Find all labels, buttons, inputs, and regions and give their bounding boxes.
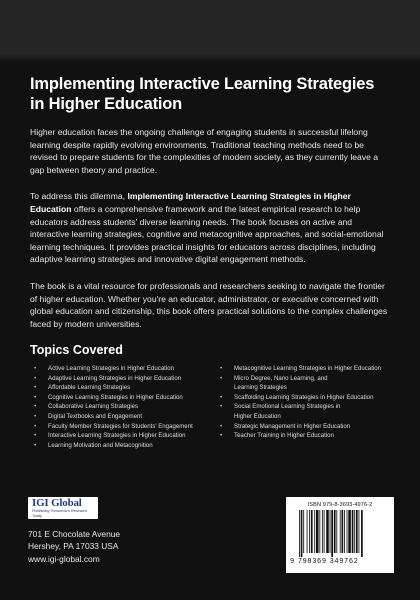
barcode-bar — [307, 510, 308, 553]
barcode-bar — [299, 510, 300, 557]
topic-item: • Active Learning Strategies in Higher Education — [34, 364, 220, 374]
top-band — [0, 0, 420, 62]
barcode-bar — [347, 510, 348, 553]
description-paragraph-1: Higher education faces the ongoing challenge of engaging students in successful lifelong learning despite rapidly evolving environments. Traditional teaching methods need to be revised to prepare students for the complexities of modern society, as they currently leave a gap between theory and practice. — [30, 127, 379, 175]
logo-name: IGI Global — [32, 496, 82, 509]
topic-item: • Learning Motivation and Metacognition — [34, 441, 220, 451]
barcode-bar — [316, 510, 319, 553]
publisher-address — [28, 528, 120, 565]
topic-item: • Affordable Learning Strategies — [34, 383, 220, 393]
barcode-bar — [330, 510, 331, 553]
barcode-bar — [314, 510, 315, 553]
back-cover-content — [30, 74, 392, 330]
barcode-image — [298, 510, 388, 557]
barcode-bar — [344, 510, 345, 553]
isbn-label: ISBN 979-8-3693-4976-2 — [307, 502, 373, 508]
topic-item: • Teacher Training in Higher Education — [220, 431, 396, 441]
barcode-bar — [356, 510, 358, 553]
barcode-bar — [324, 510, 325, 553]
book-title: Implementing Interactive Learning Strategies in Higher Education — [30, 75, 375, 113]
description-paragraph-2 — [30, 190, 392, 266]
topic-item: • Faculty Member Strategies for Students' Engagement — [34, 422, 220, 432]
description-paragraph-3: The book is a vital resource for professionals and researchers seeking to navigate the frontier of higher education. Whether you're an educator, administrator, or executive concerned with global education and citizenship, this book offers practical solutions to the complex challenges faced by modern universities. — [30, 280, 388, 329]
topic-item: • Social Emotional Learning Strategies in — [220, 402, 396, 412]
topic-item: • Metacognitive Learning Strategies in Higher Education — [220, 364, 396, 374]
barcode-bar — [359, 510, 360, 553]
barcode-bar — [352, 510, 354, 553]
topics-column-2 — [220, 364, 396, 450]
barcode-digit-first: 9 — [290, 558, 295, 566]
topic-item: • Scaffolding Learning Strategies in Higher Education — [220, 393, 396, 403]
topic-item: • Strategic Management in Higher Education — [220, 422, 396, 432]
logo-tagline: Publishing Tomorrow's Research Today — [32, 508, 88, 518]
barcode-digit-group-1: 798369 — [297, 558, 327, 566]
topics-list — [34, 364, 396, 450]
topic-item: • Collaborative Learning Strategies — [34, 402, 220, 412]
barcode-bar — [334, 510, 336, 553]
barcode-bar — [319, 510, 320, 553]
address-street: 701 E Chocolate Avenue — [28, 529, 121, 539]
address-city: Hershey, PA 17033 USA — [28, 541, 119, 552]
barcode-digits — [290, 558, 394, 566]
barcode-digit-group-2: 349762 — [329, 558, 359, 566]
barcode-bar — [331, 510, 333, 557]
barcode-bar — [342, 510, 344, 553]
barcode-bar — [322, 510, 323, 553]
barcode-bar — [301, 510, 303, 557]
barcode-bar — [340, 510, 341, 553]
paragraph-2-intro: To address this dilemma, — [30, 191, 128, 202]
topic-item: • Micro Degree, Nano Learning, and — [220, 374, 396, 384]
topic-item-continuation: Learning Strategies — [234, 384, 287, 392]
topic-item: • Interactive Learning Strategies in Higher Education — [34, 431, 220, 441]
publisher-logo — [28, 497, 98, 519]
topic-item: • Cognitive Learning Strategies in Higher Education — [34, 393, 220, 403]
barcode-bar — [354, 510, 355, 553]
barcode-bar — [348, 510, 351, 553]
barcode-bar — [311, 510, 313, 553]
publisher-website: www.igi-global.com — [28, 553, 100, 564]
paragraph-2-body: offers a comprehensive framework and the latest empirical research to help educators address students' diverse learning needs. The book focuses on active and interactive learning strategies, cognitive and metacognitive approaches, and social-emotional learning techniques. It provides practical insights for educators across disciplines, including adaptive learning strategies and innovative digital engagement methods. — [30, 203, 384, 265]
barcode-bar — [326, 510, 329, 553]
topic-item: • Digital Textbooks and Engagement — [34, 412, 220, 422]
topics-column-1 — [34, 364, 220, 450]
paragraph-2-book-title: Implementing Interactive Learning Strategies in Higher Education — [30, 191, 351, 214]
barcode-bar — [361, 510, 363, 557]
topic-item: • Adaptive Learning Strategies in Higher Education — [34, 374, 220, 384]
topic-item-continuation: Higher Education — [234, 412, 281, 420]
barcode-bar — [303, 510, 304, 553]
topics-heading: Topics Covered — [30, 343, 123, 357]
barcode-bar — [336, 510, 337, 553]
barcode-bar — [309, 510, 310, 553]
isbn-barcode-box — [286, 497, 394, 573]
